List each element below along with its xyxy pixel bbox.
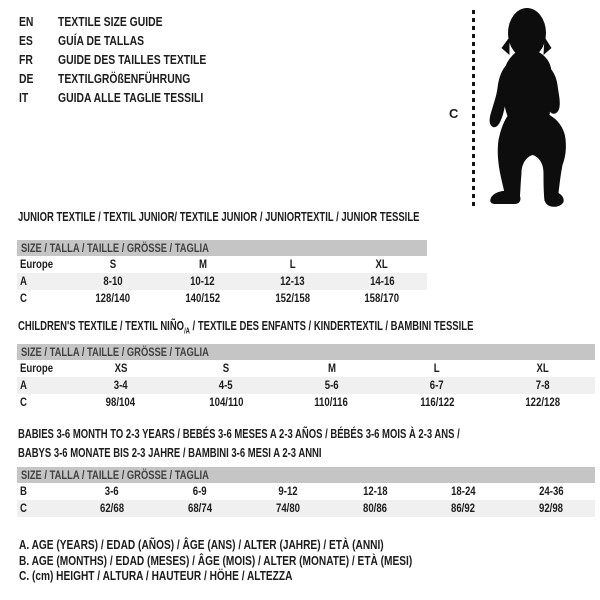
table-row-height [17, 290, 427, 307]
height-cell: 92/98 [539, 501, 564, 515]
row-label: B [20, 484, 27, 498]
junior-section-title: JUNIOR TEXTILE / TEXTIL JUNIOR/ TEXTILE JUNIOR / JUNIORTEXTIL / JUNIOR TESSILE [18, 209, 420, 224]
height-cell: 140/152 [185, 291, 220, 305]
height-cell: 86/92 [451, 501, 476, 515]
language-row-es [19, 31, 243, 50]
age-cell: 12-18 [363, 484, 388, 498]
language-row-fr [19, 50, 243, 69]
size-cell: L [433, 361, 440, 375]
height-cell: 152/158 [275, 291, 310, 305]
footnote-b: B. AGE (MONTHS) / EDAD (MESES) / ÂGE (MOIS) / ALTER (MONATE) / ETÀ (MESI) [19, 552, 413, 568]
junior-size-table [17, 240, 427, 307]
age-cell: 6-9 [192, 484, 207, 498]
size-cell: XL [375, 257, 389, 271]
language-code: ES [19, 33, 33, 48]
language-row-en [19, 12, 243, 31]
height-cell: 110/116 [314, 395, 349, 409]
height-measure-label: C [449, 106, 459, 121]
language-row-it [19, 88, 243, 107]
age-cell: 7-8 [535, 378, 550, 392]
row-label: A [20, 378, 27, 392]
age-cell: 5-6 [324, 378, 339, 392]
row-label: Europe [20, 361, 54, 375]
age-cell: 9-12 [277, 484, 298, 498]
language-code: EN [19, 14, 34, 29]
language-label: TEXTILE SIZE GUIDE [58, 14, 163, 29]
size-cell: S [109, 257, 117, 271]
babies-section-title: BABIES 3-6 MONTH TO 2-3 YEARS / BEBÉS 3-6 MESES A 2-3 AÑOS / BÉBÉS 3-6 MOIS À 2-3 ANS / BABYS 3-6 MONATE BIS 2-3 JAHRE / BAMBINI 3-6 MESI A 2-3 ANNI [18, 426, 460, 460]
age-cell: 24-36 [538, 484, 564, 498]
age-cell: 6-7 [429, 378, 444, 392]
table-row-age-months [17, 483, 595, 500]
table-row-age [17, 273, 427, 290]
size-cell: XL [536, 361, 549, 375]
age-cell: 10-12 [190, 274, 215, 288]
age-cell: 14-16 [369, 274, 395, 288]
height-cell: 116/122 [419, 395, 455, 409]
language-label: GUIDE DES TAILLES TEXTILE [58, 52, 207, 67]
height-cell: 104/110 [209, 395, 244, 409]
row-label: C [20, 395, 27, 409]
size-cell: L [289, 257, 296, 271]
children-size-table [17, 344, 595, 411]
size-cell: M [198, 257, 207, 271]
row-label: C [20, 291, 27, 305]
table-row-europe [17, 256, 427, 273]
table-row-europe [17, 360, 595, 377]
language-label: GUÍA DE TALLAS [58, 33, 145, 48]
height-cell: 68/74 [187, 501, 212, 515]
size-cell: M [327, 361, 336, 375]
size-header-bar: SIZE / TALLA / TAILLE / GRÖSSE / TAGLIA [17, 467, 595, 483]
language-code: FR [19, 52, 33, 67]
footnote-a: A. AGE (YEARS) / EDAD (AÑOS) / ÂGE (ANS) / ALTER (JAHRE) / ETÀ (ANNI) [19, 537, 384, 552]
children-section-title: CHILDREN'S TEXTILE / TEXTIL $NIÑO_{/A}$ / TEXTILE DES ENFANTS / KINDERTEXTIL / BAMBINI TESSILE [18, 318, 474, 336]
footnote-c: C. (cm) HEIGHT / ALTURA / HAUTEUR / HÖHE / ALTEZZA [19, 568, 293, 583]
age-cell: 18-24 [450, 484, 476, 498]
row-label: C [20, 501, 27, 515]
height-cell: 74/80 [275, 501, 300, 515]
language-code: IT [19, 90, 29, 105]
language-row-de [19, 69, 243, 88]
height-cell: 62/68 [99, 501, 124, 515]
height-cell: 122/128 [524, 395, 560, 409]
age-cell: 12-13 [280, 274, 305, 288]
table-row-height [17, 394, 595, 411]
language-code: DE [19, 71, 34, 86]
table-row-height [17, 500, 595, 517]
height-cell: 158/170 [364, 291, 400, 305]
age-cell: 3-4 [113, 378, 128, 392]
footnote-legend [19, 537, 523, 584]
babies-size-table [17, 467, 595, 517]
age-cell: 3-6 [104, 484, 119, 498]
language-label: GUIDA ALLE TAGLIE TESSILI [58, 90, 204, 105]
language-label: TEXTILGRÖßENFÜHRUNG [58, 71, 191, 86]
height-cell: 98/104 [106, 395, 136, 409]
height-cell: 80/86 [363, 501, 388, 515]
size-cell: S [222, 361, 230, 375]
row-label: Europe [20, 257, 54, 271]
age-cell: 4-5 [219, 378, 234, 392]
toddler-silhouette-icon [487, 4, 588, 208]
age-cell: 8-10 [103, 274, 123, 288]
size-header-bar: SIZE / TALLA / TAILLE / GRÖSSE / TAGLIA [17, 344, 595, 360]
height-measure-dashed-line [472, 10, 475, 206]
height-cell: 128/140 [95, 291, 131, 305]
table-row-age [17, 377, 595, 394]
row-label: A [20, 274, 27, 288]
size-cell: XS [114, 361, 128, 375]
size-header-bar: SIZE / TALLA / TAILLE / GRÖSSE / TAGLIA [17, 240, 427, 256]
language-title-list [19, 12, 243, 107]
